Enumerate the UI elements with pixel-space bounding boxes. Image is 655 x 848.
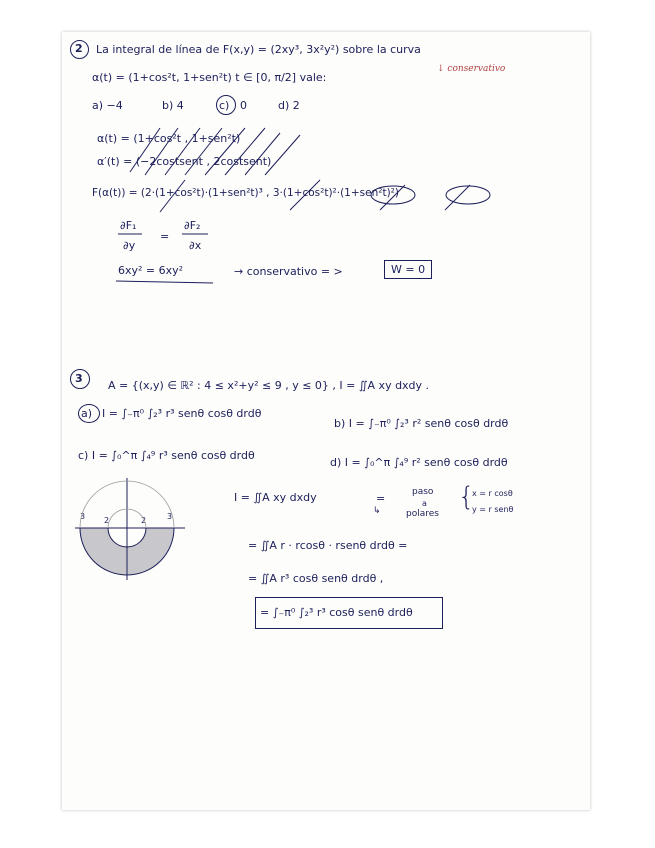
- q2-dF1-denominator: ∂y: [123, 239, 136, 252]
- q3-work-final: = ∫₋π⁰ ∫₂³ r³ cosθ senθ drdθ: [260, 606, 413, 619]
- q2-option-c-value: 0: [240, 99, 247, 112]
- paper-sheet: [62, 32, 590, 810]
- q2-option-c-letter: c): [219, 99, 230, 112]
- q3-work-arrow: ↳: [373, 506, 381, 516]
- q3-option-a-letter: a): [81, 407, 93, 420]
- q2-equals: =: [160, 230, 170, 243]
- q3-work-line1: I = ∬A xy dxdy: [234, 491, 317, 504]
- q2-dF2-numerator: ∂F₂: [184, 219, 201, 232]
- q2-conservative-arrow: → conservativo = >: [234, 265, 343, 278]
- q3-work-line2: = ∬A r · rcosθ · rsenθ drdθ =: [248, 539, 408, 552]
- q2-margin-note: ↓ conservativo: [437, 64, 506, 74]
- question-2-number: 2: [75, 42, 83, 55]
- q2-dF2-denominator: ∂x: [189, 239, 202, 252]
- q2-conservative-line: 6xy² = 6xy²: [118, 264, 184, 277]
- q3-option-b: b) I = ∫₋π⁰ ∫₂³ r² senθ cosθ drdθ: [334, 417, 509, 430]
- graph-label-right-2: 2: [141, 516, 147, 525]
- q2-statement-line1: La integral de línea de F(x,y) = (2xy³, 3x²y²) sobre la curva: [96, 43, 421, 56]
- question-3-number: 3: [75, 372, 83, 385]
- q3-work-polar2: y = r senθ: [472, 505, 514, 514]
- q2-option-a: a) −4: [92, 99, 123, 112]
- q3-work-a: a: [422, 499, 427, 508]
- q3-work-equals: =: [376, 492, 386, 505]
- graph-label-left-2: 2: [104, 516, 110, 525]
- q3-work-polar1: x = r cosθ: [472, 489, 513, 498]
- q2-crossed-alpha-prime: α′(t) = (−2costsent , 2costsent): [97, 155, 272, 168]
- q3-option-a: I = ∫₋π⁰ ∫₂³ r³ senθ cosθ drdθ: [102, 407, 262, 420]
- graph-label-left-3: 3: [80, 512, 86, 521]
- q2-option-b: b) 4: [162, 99, 184, 112]
- q2-statement-line2: α(t) = (1+cos²t, 1+sen²t) t ∈ [0, π/2] vale:: [92, 71, 327, 84]
- q3-option-c: c) I = ∫₀^π ∫₄⁹ r³ senθ cosθ drdθ: [78, 449, 255, 462]
- graph-label-right-3: 3: [167, 512, 173, 521]
- q2-dF1-numerator: ∂F₁: [120, 219, 137, 232]
- q2-crossed-alpha: α(t) = (1+cos²t , 1+sen²t): [97, 132, 241, 145]
- q3-option-d: d) I = ∫₀^π ∫₄⁹ r² senθ cosθ drdθ: [330, 456, 508, 469]
- q2-crossed-F-alpha: F(α(t)) = (2·(1+cos²t)·(1+sen²t)³ , 3·(1+cos²t)²·(1+sen²t)²): [92, 187, 399, 199]
- q3-work-brace: {: [458, 482, 475, 512]
- q3-work-line3: = ∬A r³ cosθ senθ drdθ ,: [248, 572, 384, 585]
- q2-option-d: d) 2: [278, 99, 300, 112]
- q2-answer-boxed: W = 0: [391, 263, 426, 276]
- q3-work-polares: polares: [406, 509, 439, 519]
- q3-set-definition: A = {(x,y) ∈ ℝ² : 4 ≤ x²+y² ≤ 9 , y ≤ 0} , I = ∬A xy dxdy .: [108, 379, 430, 392]
- q3-work-paso: paso: [412, 487, 434, 497]
